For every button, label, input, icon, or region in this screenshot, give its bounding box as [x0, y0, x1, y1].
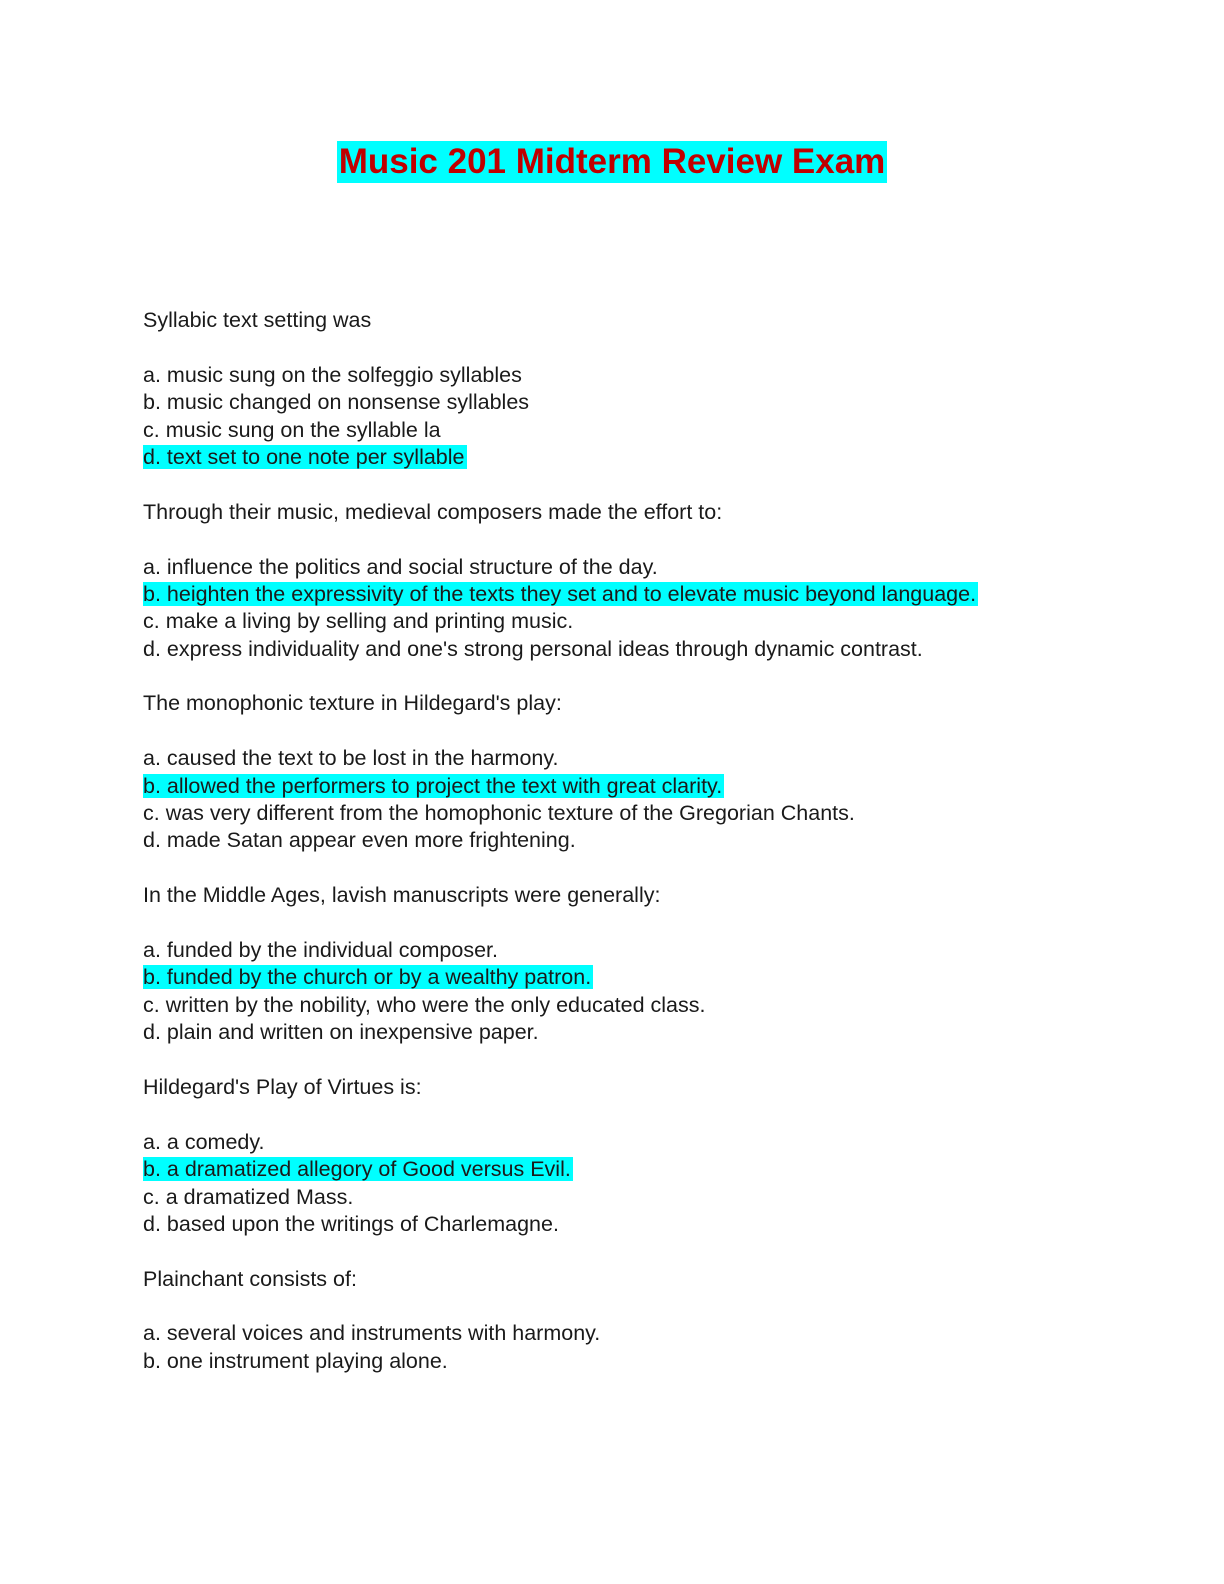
- answer-option: a. funded by the individual composer.: [143, 937, 498, 962]
- answer-highlight: d. text set to one note per syllable: [143, 444, 465, 469]
- answer-highlight: b. heighten the expressivity of the texts they set and to elevate music beyond language.: [143, 581, 977, 606]
- answer-option: c. written by the nobility, who were the only educated class.: [143, 992, 706, 1017]
- answer-option: b. one instrument playing alone.: [143, 1348, 448, 1373]
- answer-option: d. based upon the writings of Charlemagne.: [143, 1211, 559, 1236]
- answer-option: a. music sung on the solfeggio syllables: [143, 362, 522, 387]
- answer-option: d. express individuality and one's strong personal ideas through dynamic contrast.: [143, 636, 923, 661]
- question-prompt: Through their music, medieval composers made the effort to:: [143, 499, 723, 524]
- correct-answer-option: [143, 581, 1143, 608]
- title-container: [0, 141, 1224, 183]
- correct-answer-option: [143, 444, 1143, 471]
- answer-option: c. a dramatized Mass.: [143, 1184, 354, 1209]
- answer-highlight: b. funded by the church or by a wealthy patron.: [143, 965, 592, 990]
- question-list: [143, 307, 1143, 1375]
- answer-option: a. influence the politics and social structure of the day.: [143, 554, 658, 579]
- answer-option: d. plain and written on inexpensive paper.: [143, 1020, 539, 1045]
- correct-answer-option: [143, 773, 1143, 800]
- answer-option: a. a comedy.: [143, 1129, 265, 1154]
- page-title: Music 201 Midterm Review Exam: [338, 142, 886, 181]
- question-prompt: The monophonic texture in Hildegard's play:: [143, 691, 562, 716]
- question-prompt: Syllabic text setting was: [143, 308, 372, 332]
- answer-option: b. music changed on nonsense syllables: [143, 390, 530, 415]
- answer-option: a. caused the text to be lost in the harmony.: [143, 746, 559, 771]
- answer-highlight: b. a dramatized allegory of Good versus Evil.: [143, 1157, 571, 1182]
- answer-highlight: b. allowed the performers to project the text with great clarity.: [143, 773, 723, 798]
- answer-option: d. made Satan appear even more frightening.: [143, 828, 576, 853]
- answer-option: c. music sung on the syllable la: [143, 417, 441, 442]
- answer-option: c. make a living by selling and printing music.: [143, 609, 574, 634]
- answer-option: a. several voices and instruments with harmony.: [143, 1321, 601, 1346]
- correct-answer-option: [143, 1156, 1143, 1183]
- correct-answer-option: [143, 964, 1143, 991]
- answer-option: c. was very different from the homophonic texture of the Gregorian Chants.: [143, 801, 855, 826]
- question-prompt: Plainchant consists of:: [143, 1266, 357, 1291]
- question-prompt: Hildegard's Play of Virtues is:: [143, 1074, 422, 1099]
- question-prompt: In the Middle Ages, lavish manuscripts were generally:: [143, 883, 661, 908]
